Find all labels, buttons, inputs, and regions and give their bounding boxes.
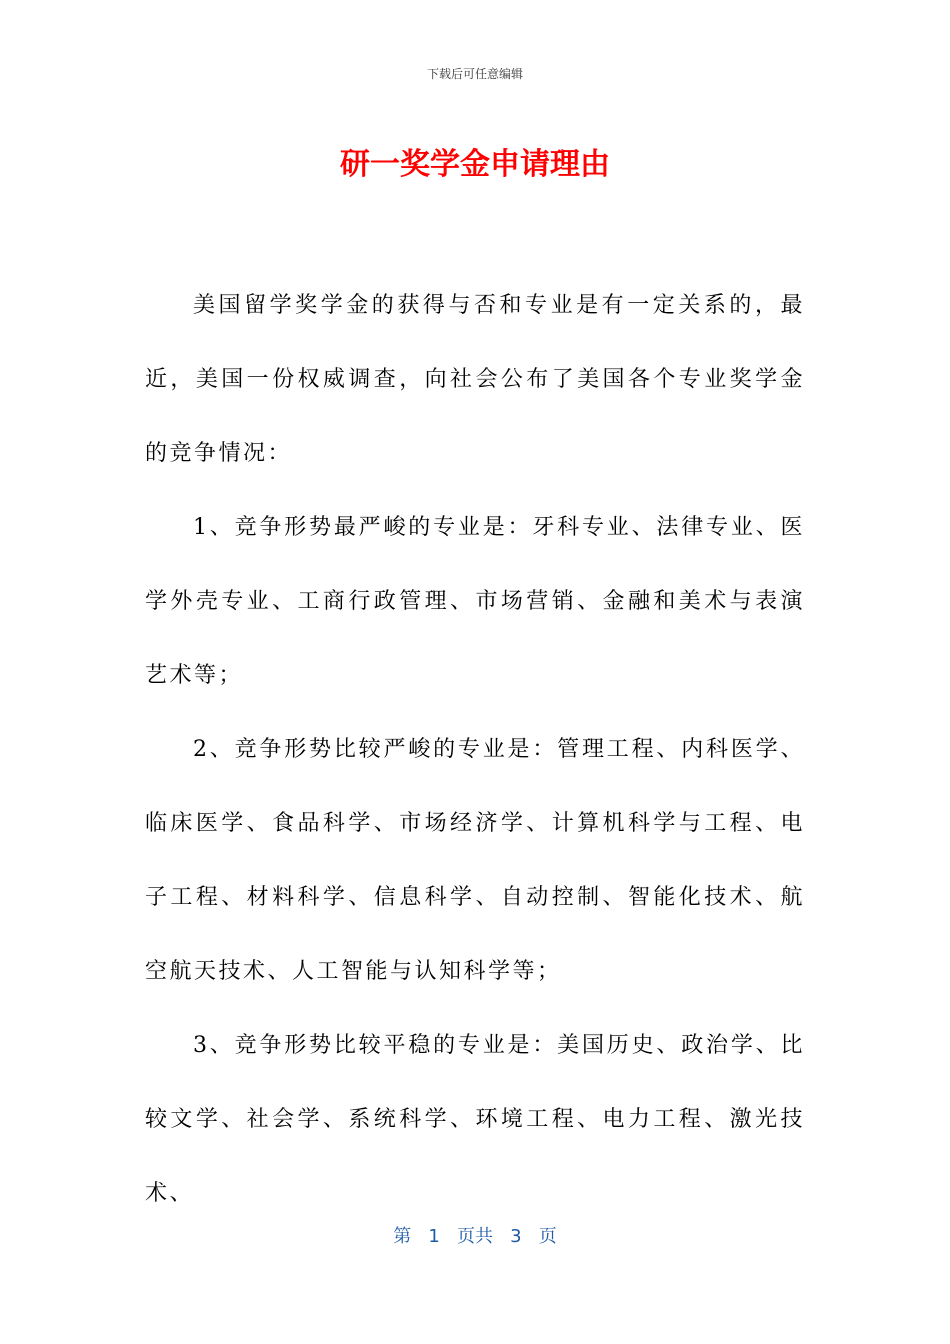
current-page-number: 1: [428, 1226, 440, 1247]
page-label-prefix: 第: [393, 1226, 412, 1247]
document-title: 研一奖学金申请理由: [340, 147, 610, 182]
paragraph-intro: 美国留学奖学金的获得与否和专业是有一定关系的，最近，美国一份权威调查，向社会公布了美国各个专业奖学金的竞争情况：: [145, 293, 805, 466]
page-label-middle: 页共: [457, 1226, 493, 1247]
page-label-suffix: 页: [538, 1226, 557, 1247]
total-pages-number: 3: [510, 1226, 522, 1247]
document-body: [145, 269, 805, 1231]
paragraph-item-2: 2、竞争形势比较严峻的专业是：管理工程、内科医学、临床医学、食品科学、市场经济学、计算机科学与工程、电子工程、材料科学、信息科学、自动控制、智能化技术、航空航天技术、人工智能与认知科学等；: [145, 737, 805, 984]
page-footer: [0, 1224, 950, 1250]
paragraph-item-3: 3、竞争形势比较平稳的专业是：美国历史、政治学、比较文学、社会学、系统科学、环境工程、电力工程、激光技术、: [145, 1033, 805, 1206]
paragraph-item-1: 1、竞争形势最严峻的专业是：牙科专业、法律专业、医学外壳专业、工商行政管理、市场营销、金融和美术与表演艺术等；: [145, 515, 805, 688]
page-header-note: 下载后可任意编辑: [426, 67, 523, 81]
